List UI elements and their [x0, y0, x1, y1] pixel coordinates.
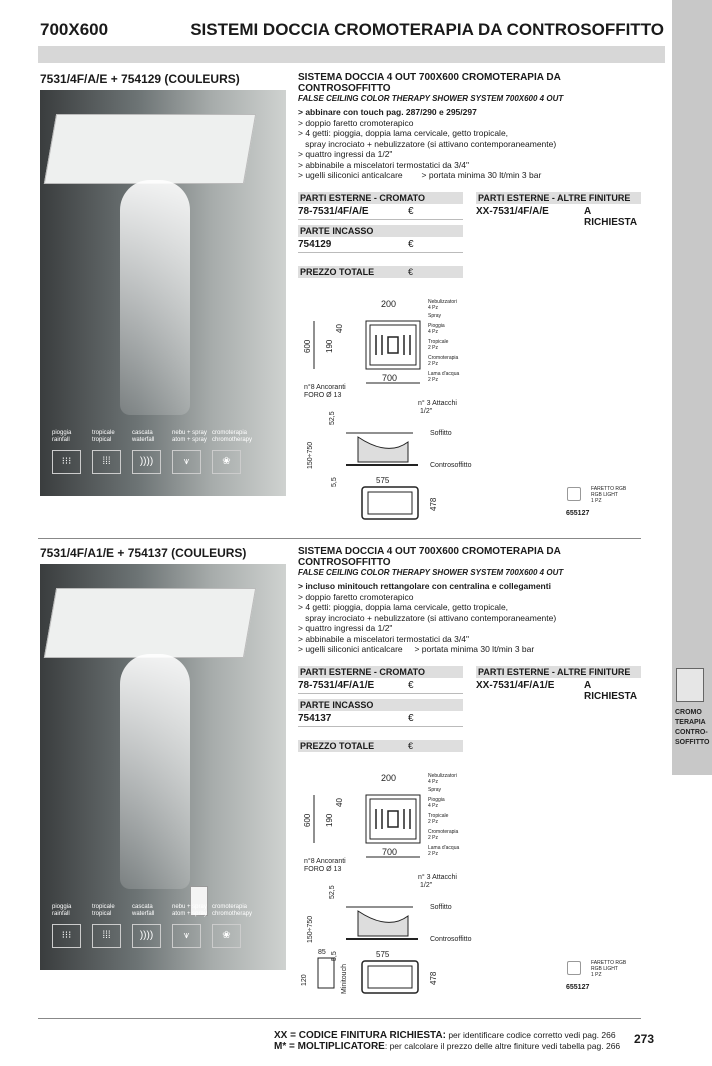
chromotherapy-ceiling-icon [676, 668, 704, 702]
feature-label [172, 430, 210, 444]
connections-size: 1/2" [420, 882, 433, 889]
feature-icon: ⁞⁞⁞ [92, 924, 121, 948]
feature-bullet: spray incrociato + nebulizzatore (si attivano contemporaneamente) [298, 612, 557, 623]
header-bar [38, 46, 665, 63]
product-photo [40, 564, 286, 970]
product-details [298, 72, 643, 277]
feature-icon: ⁝⁝⁝ [52, 450, 81, 474]
currency: € [408, 713, 414, 724]
feature-icon: ❀ [212, 450, 241, 474]
external-parts-row [298, 206, 463, 220]
feature-it: nebu + spray [172, 430, 207, 436]
dim-5-5: 5,5 [331, 477, 338, 487]
product-title: SISTEMA DOCCIA 4 OUT 700X600 CROMOTERAPIA DA CONTROSOFFITTO [298, 72, 561, 94]
feature-bullet: spray incrociato + nebulizzatore (si attivano contemporaneamente) [298, 138, 557, 149]
callout: 4 Pz [428, 779, 439, 785]
dim-5-5: 5,5 [331, 951, 338, 961]
total-price-row [298, 266, 463, 278]
dim-200: 200 [381, 773, 397, 783]
side-index-bar [672, 0, 712, 775]
feature-icon: ⩛ [172, 450, 201, 474]
other-finishes-code: XX-7531/4F/A/E [476, 206, 549, 217]
feature-it: cascata [132, 904, 153, 910]
feature-it: cromoterapia [212, 904, 248, 910]
feature-bullet: > 4 getti: pioggia, doppia lama cervicale, getto tropicale, [298, 128, 509, 138]
accessory-qty: 1 PZ [591, 972, 602, 978]
built-in-part-label: PARTE INCASSO [298, 225, 463, 237]
total-price-label: PREZZO TOTALE [300, 267, 375, 277]
callout: Pioggia [428, 797, 445, 803]
feature-list [298, 107, 643, 181]
feature-bullet: > ugelli siliconici anticalcare > portata minima 30 lt/min 3 bar [298, 644, 535, 654]
feature-icon: ⁝⁝⁝ [52, 924, 81, 948]
feature-it: cromoterapia [212, 430, 248, 436]
accessory-info [591, 960, 626, 978]
hole-label: FORO Ø 13 [304, 392, 342, 399]
feature-bullet: > ugelli siliconici anticalcare > portata minima 30 lt/min 3 bar [298, 170, 542, 180]
feature-en: rainfall [52, 911, 70, 917]
callout: Cromoterapia [428, 829, 459, 835]
feature-icon: )))) [132, 924, 161, 948]
dim-600: 600 [303, 339, 312, 353]
built-in-part-code: 754137 [298, 713, 332, 724]
callout: Tropicale [428, 339, 449, 345]
other-finishes-row [476, 206, 641, 228]
feature-en: chromotherapy [212, 911, 253, 917]
accessory-qty: 1 PZ [591, 498, 602, 504]
other-finishes-label: PARTI ESTERNE - ALTRE FINITURE [476, 666, 641, 678]
feature-en: atom + spray [172, 437, 207, 443]
total-price-label: PREZZO TOTALE [300, 741, 375, 751]
minitouch-height: 120 [301, 974, 308, 986]
feature-list [298, 581, 643, 655]
feature-bullet: > doppio faretto cromoterapico [298, 591, 414, 602]
ceiling-label: Soffitto [430, 904, 452, 911]
minitouch-width: 85 [318, 949, 326, 956]
accessory-name-en: RGB LIGHT [591, 492, 618, 498]
feature-en: atom + spray [172, 911, 207, 917]
side-tab-line: TERAPIA [675, 719, 706, 726]
footnote-m-text: : per calcolare il prezzo delle altre finiture vedi tabella pag. 266 [384, 1041, 621, 1051]
dim-575: 575 [376, 476, 390, 485]
anchors-label: n°8 Ancoranti [304, 858, 346, 865]
feature-bullet: > 4 getti: pioggia, doppia lama cervicale, getto tropicale, [298, 602, 509, 612]
dim-52-5: 52,5 [329, 411, 336, 425]
callout: 4 Pz [428, 329, 439, 335]
callout: 2 Pz [428, 361, 439, 367]
side-tab-line: SOFFITTO [675, 739, 710, 746]
callout: Nebulizzatori [428, 773, 457, 779]
feature-en: rainfall [52, 437, 70, 443]
feature-bullet: > doppio faretto cromoterapico [298, 117, 414, 128]
side-tab-label[interactable] [675, 708, 711, 748]
footnote-m-key: M* = MOLTIPLICATORE [274, 1041, 385, 1052]
feature-bullet: > quattro ingressi da 1/2" [298, 149, 393, 159]
product-title: SISTEMA DOCCIA 4 OUT 700X600 CROMOTERAPIA DA CONTROSOFFITTO [298, 546, 561, 568]
callout: 4 Pz [428, 803, 439, 809]
dim-478: 478 [429, 971, 438, 985]
dim-190: 190 [325, 813, 334, 827]
dim-200: 200 [381, 299, 397, 309]
dim-40: 40 [335, 324, 344, 333]
callout: 2 Pz [428, 345, 439, 351]
page-code: 700X600 [40, 20, 109, 39]
page-title: SISTEMI DOCCIA CROMOTERAPIA DA CONTROSOFFITTO [190, 20, 664, 39]
callout: Pioggia [428, 323, 445, 329]
product-section [0, 546, 672, 1006]
callout: Lama d'acqua [428, 845, 460, 851]
feature-bullet: > abbinare con touch pag. 287/290 e 295/297 [298, 107, 477, 117]
shower-head-panel [44, 588, 256, 658]
minitouch-label: Minitouch [341, 964, 348, 994]
dim-190: 190 [325, 339, 334, 353]
dim-478: 478 [429, 497, 438, 511]
built-in-part-row [298, 239, 463, 253]
feature-icon: ❀ [212, 924, 241, 948]
feature-it: nebu + spray [172, 904, 207, 910]
feature-label [132, 430, 170, 444]
footnotes [274, 1030, 620, 1052]
feature-it: cascata [132, 430, 153, 436]
feature-en: chromotherapy [212, 437, 253, 443]
feature-label [132, 904, 170, 918]
dim-700: 700 [382, 847, 398, 857]
callout: 2 Pz [428, 851, 439, 857]
callout: 2 Pz [428, 377, 439, 383]
callout: Nebulizzatori [428, 299, 457, 305]
other-finishes-label: PARTI ESTERNE - ALTRE FINITURE [476, 192, 641, 204]
built-in-part-label: PARTE INCASSO [298, 699, 463, 711]
product-photo [40, 90, 286, 496]
dim-150-750: 150÷750 [307, 915, 314, 943]
section-divider [38, 538, 641, 539]
feature-label [172, 904, 210, 918]
product-details [298, 546, 643, 751]
dim-700: 700 [382, 373, 398, 383]
accessory-name-en: RGB LIGHT [591, 966, 618, 972]
callout: Spray [428, 787, 442, 793]
callout: Tropicale [428, 813, 449, 819]
hole-label: FORO Ø 13 [304, 866, 342, 873]
feature-icon: ⩛ [172, 924, 201, 948]
built-in-part-row [298, 713, 463, 727]
page-number: 273 [634, 1032, 655, 1046]
callout: Spray [428, 313, 442, 319]
footnote-xx-key: XX = CODICE FINITURA RICHIESTA: [274, 1030, 446, 1041]
feature-label [212, 904, 253, 918]
callout: Cromoterapia [428, 355, 459, 361]
currency: € [408, 741, 414, 751]
accessory-code: 655127 [566, 984, 590, 991]
side-tab-line: CONTRO- [675, 729, 708, 736]
built-in-part-code: 754129 [298, 239, 332, 250]
product-heading: 7531/4F/A1/E + 754137 (COULEURS) [40, 546, 247, 560]
feature-it: pioggia [52, 430, 72, 436]
dim-150-750: 150÷750 [307, 441, 314, 469]
feature-it: tropicale [92, 430, 115, 436]
feature-it: tropicale [92, 904, 115, 910]
feature-bullet: > abbinabile a miscelatori termostatici da 3/4" [298, 159, 469, 170]
accessory-name: FARETTO RGB [591, 960, 627, 966]
false-ceiling-label: Controsoffitto [430, 462, 472, 469]
connections-label: n° 3 Attacchi [418, 400, 457, 407]
minitouch-drawing [298, 946, 378, 996]
feature-en: tropical [92, 437, 112, 443]
external-parts-code: 78-7531/4F/A1/E [298, 680, 375, 691]
rgb-light-icon [567, 961, 581, 975]
shower-head-panel [44, 114, 256, 184]
feature-label [212, 430, 253, 444]
side-tab-line: CROMO [675, 709, 702, 716]
external-parts-row [298, 680, 463, 694]
external-parts-code: 78-7531/4F/A/E [298, 206, 369, 217]
feature-label [52, 430, 90, 444]
rgb-light-icon [567, 487, 581, 501]
feature-label [92, 904, 130, 918]
anchors-label: n°8 Ancoranti [304, 384, 346, 391]
external-parts-label: PARTI ESTERNE - CROMATO [298, 666, 463, 678]
accessory-info [591, 486, 626, 504]
other-finishes-code: XX-7531/4F/A1/E [476, 680, 555, 691]
other-finishes-price: A RICHIESTA [584, 206, 638, 228]
feature-bullet: > abbinabile a miscelatori termostatici da 3/4" [298, 633, 469, 644]
total-price-row [298, 740, 463, 752]
callout: 2 Pz [428, 835, 439, 841]
footnote-xx-text: per identificare codice corretto vedi pag. 266 [445, 1030, 616, 1040]
currency: € [408, 206, 414, 217]
feature-icon: ⁞⁞⁞ [92, 450, 121, 474]
feature-en: waterfall [132, 911, 155, 917]
feature-bullet: > quattro ingressi da 1/2" [298, 623, 393, 633]
connections-size: 1/2" [420, 408, 433, 415]
footer-divider [38, 1018, 641, 1019]
product-subtitle: FALSE CEILING COLOR THERAPY SHOWER SYSTEM 700X600 4 OUT [298, 94, 564, 103]
water-flow [120, 180, 190, 415]
product-subtitle: FALSE CEILING COLOR THERAPY SHOWER SYSTEM 700X600 4 OUT [298, 568, 564, 577]
product-heading: 7531/4F/A/E + 754129 (COULEURS) [40, 72, 240, 86]
feature-bullet: > incluso minitouch rettangolare con centralina e collegamenti [298, 581, 551, 591]
dim-52-5: 52,5 [329, 885, 336, 899]
currency: € [408, 239, 414, 250]
accessory-code: 655127 [566, 510, 590, 517]
technical-drawing [298, 297, 508, 522]
feature-label [92, 430, 130, 444]
dim-575: 575 [376, 950, 390, 959]
feature-icon: )))) [132, 450, 161, 474]
dim-40: 40 [335, 798, 344, 807]
currency: € [408, 267, 414, 277]
ceiling-label: Soffitto [430, 430, 452, 437]
accessory-name: FARETTO RGB [591, 486, 627, 492]
other-finishes-row [476, 680, 641, 702]
connections-label: n° 3 Attacchi [418, 874, 457, 881]
external-parts-label: PARTI ESTERNE - CROMATO [298, 192, 463, 204]
callout: 4 Pz [428, 305, 439, 311]
callout: 2 Pz [428, 819, 439, 825]
feature-en: waterfall [132, 437, 155, 443]
false-ceiling-label: Controsoffitto [430, 936, 472, 943]
callout: Lama d'acqua [428, 371, 460, 377]
water-flow [120, 654, 190, 889]
product-section [0, 72, 672, 532]
dim-600: 600 [303, 813, 312, 827]
feature-label [52, 904, 90, 918]
feature-en: tropical [92, 911, 112, 917]
feature-it: pioggia [52, 904, 72, 910]
currency: € [408, 680, 414, 691]
other-finishes-price: A RICHIESTA [584, 680, 638, 702]
